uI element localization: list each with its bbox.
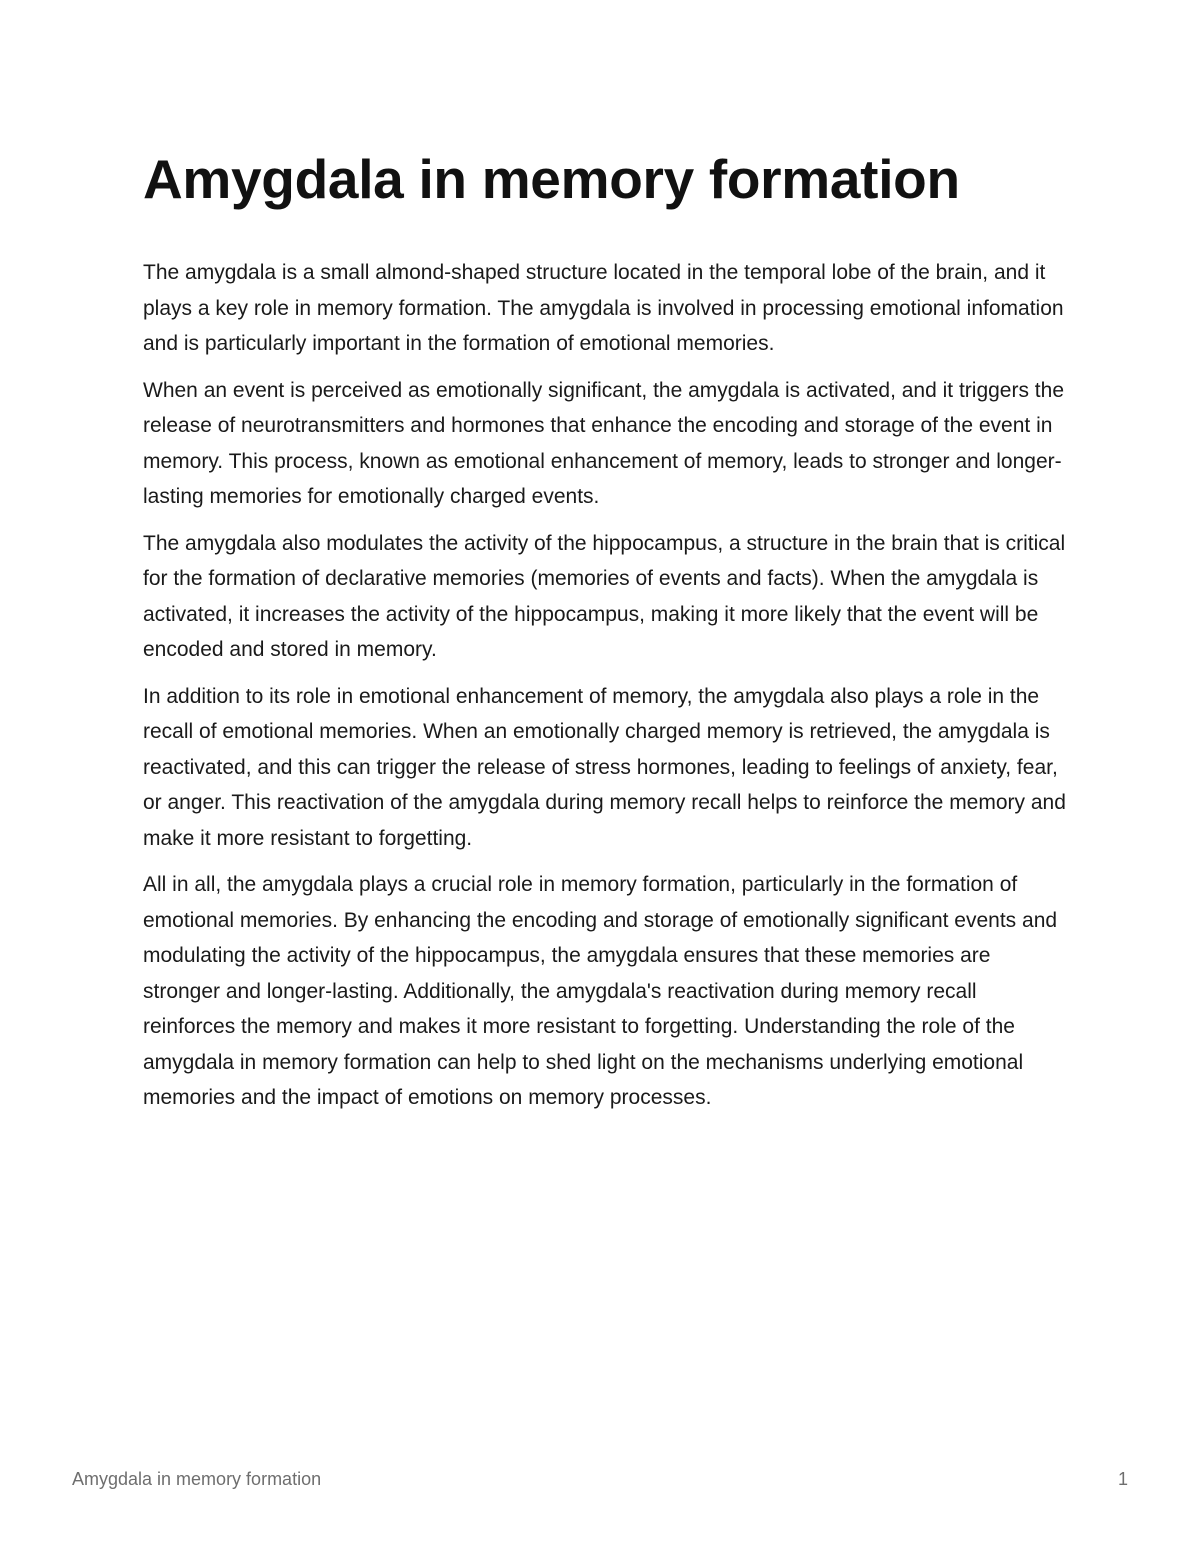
paragraph-5: All in all, the amygdala plays a crucial role in memory formation, particularly in the formation of emotional memories. By enhancing the encoding and storage of emotionally significant events and modulating the activity of the hippocampus, the amygdala ensures that these memories are stronger and longer-lasting. Additionally, the amygdala's reactivation during memory recall reinforces the memory and makes it more resistant to forgetting. Understanding the role of the amygdala in memory formation can help to shed light on the mechanisms underlying emotional memories and the impact of emotions on memory processes.: [143, 873, 1058, 1109]
paragraph-2: When an event is perceived as emotionally significant, the amygdala is activated, and it triggers the release of neurotransmitters and hormones that enhance the encoding and storage of the event in memory. This process, known as emotional enhancement of memory, leads to stronger and longer-lasting memories for emotionally charged events.: [143, 378, 1064, 508]
paragraph-4: In addition to its role in emotional enhancement of memory, the amygdala also plays a role in the recall of emotional memories. When an emotionally charged memory is retrieved, the amygdala is reactivated, and this can trigger the release of stress hormones, leading to feelings of anxiety, fear, or anger. This reactivation of the amygdala during memory recall helps to reinforce the memory and make it more resistant to forgetting.: [143, 684, 1066, 850]
footer-page-number: 1: [1117, 1469, 1128, 1489]
document-body: [143, 255, 1068, 1116]
document-content: [143, 143, 1068, 1127]
paragraph-3: The amygdala also modulates the activity of the hippocampus, a structure in the brain that is critical for the formation of declarative memories (memories of events and facts). When the amygdala is activated, it increases the activity of the hippocampus, making it more likely that the event will be encoded and stored in memory.: [143, 531, 1066, 661]
page-footer: [72, 1465, 1128, 1493]
footer-document-title: Amygdala in memory formation: [72, 1469, 322, 1489]
document-title: Amygdala in memory formation: [143, 148, 960, 210]
paragraph-1: The amygdala is a small almond-shaped structure located in the temporal lobe of the brain, and it plays a key role in memory formation. The amygdala is involved in processing emotional infomation and is particularly important in the formation of emotional memories.: [143, 261, 1064, 355]
